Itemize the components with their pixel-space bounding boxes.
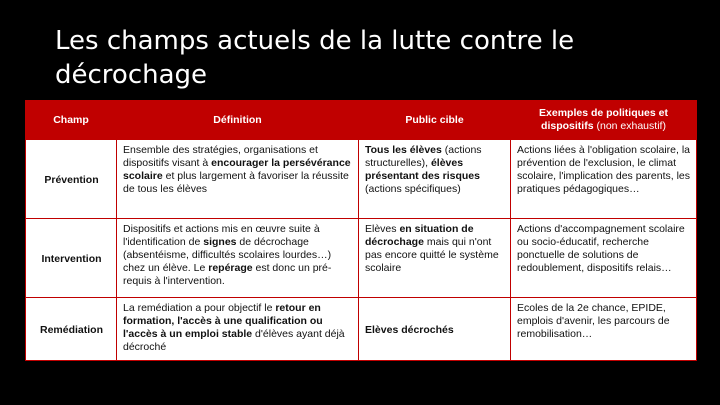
text-run: est donc un pré-requis à l'intervention.	[123, 262, 332, 287]
row-exemples: Actions d'accompagnement scolaire ou socio-éducatif, recherche ponctuelle de solutions de redoublement, dispositifs relais…	[511, 219, 697, 298]
row-definition	[117, 298, 359, 361]
text-run: Dispositifs et actions mis en œuvre suite à l'identification de	[123, 223, 320, 248]
text-run: et plus largement à favoriser la réussite de tous les élèves	[123, 170, 349, 195]
header-exemples-note: (non exhaustif)	[593, 120, 666, 132]
header-public-cible: Public cible	[359, 101, 511, 140]
text-run: Ensemble des stratégies, organisations et dispositifs visant à	[123, 144, 318, 169]
bold-text-run: retour en formation, l'accès à une qualification ou l'accès à un emploi stable	[123, 302, 323, 340]
text-run: Elèves	[365, 223, 400, 235]
table-row	[26, 298, 697, 361]
row-public-cible	[359, 219, 511, 298]
row-champ: Remédiation	[26, 298, 117, 361]
decrochage-table-container	[25, 100, 696, 361]
bold-text-run: élèves présentant des risques	[365, 157, 480, 182]
text-run: de décrochage (absentéisme, difficultés scolaires lourdes…) chez un élève. Le	[123, 236, 332, 274]
bold-text-run: repérage	[208, 262, 253, 274]
bold-text-run: en situation de décrochage	[365, 223, 474, 248]
text-run: (actions structurelles),	[365, 144, 482, 169]
text-run: d'élèves ayant déjà décroché	[123, 328, 345, 353]
row-exemples: Ecoles de la 2e chance, EPIDE, emplois d'avenir, les parcours de remobilisation…	[511, 298, 697, 361]
header-exemples-label: Exemples de politiques et dispositifs	[539, 107, 668, 132]
bold-text-run: Tous les élèves	[365, 144, 442, 156]
row-definition	[117, 219, 359, 298]
table-row	[26, 140, 697, 219]
header-definition: Définition	[117, 101, 359, 140]
text-run: La remédiation a pour objectif le	[123, 302, 276, 314]
row-definition	[117, 140, 359, 219]
slide-title: Les champs actuels de la lutte contre le décrochage	[55, 26, 575, 90]
row-champ: Prévention	[26, 140, 117, 219]
header-exemples	[511, 101, 697, 140]
decrochage-table	[25, 100, 697, 361]
row-champ: Intervention	[26, 219, 117, 298]
bold-text-run: Elèves décrochés	[365, 323, 454, 336]
table-header-row	[26, 101, 697, 140]
bold-text-run: signes	[203, 236, 237, 248]
row-exemples: Actions liées à l'obligation scolaire, la prévention de l'exclusion, le climat scolaire, l'implication des parents, les pratiques pédagogiques…	[511, 140, 697, 219]
text-run: mais qui n'ont pas encore quitté le système scolaire	[365, 236, 499, 274]
row-public-cible	[359, 140, 511, 219]
table-row	[26, 219, 697, 298]
header-champ: Champ	[26, 101, 117, 140]
row-public-cible	[359, 298, 511, 361]
text-run: (actions spécifiques)	[365, 183, 461, 195]
bold-text-run: encourager la persévérance scolaire	[123, 157, 351, 182]
